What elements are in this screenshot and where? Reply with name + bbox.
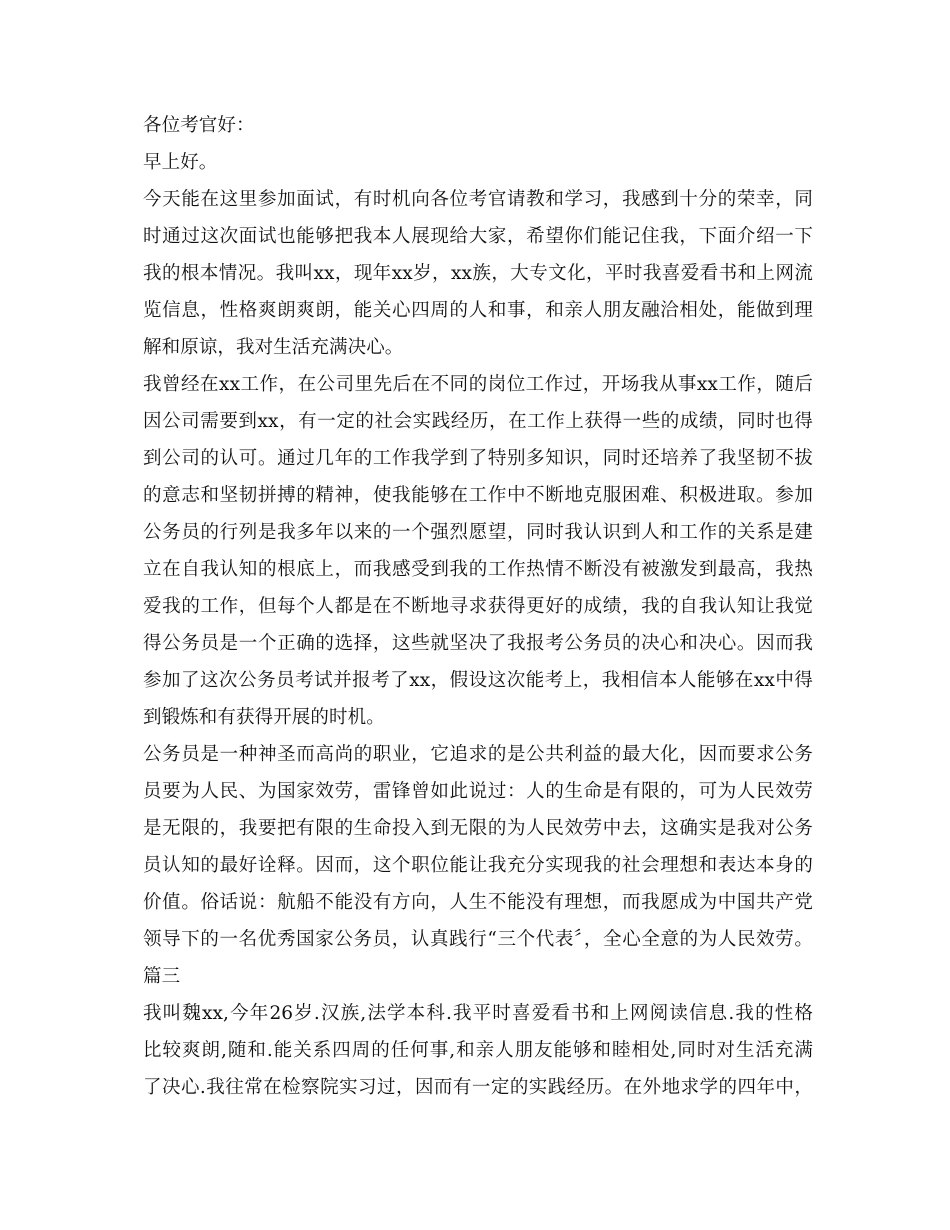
text-line: 到锻炼和有获得开展的时机。	[143, 707, 385, 728]
text-line: 解和原谅，我对生活充满决心。	[143, 337, 404, 358]
text-line: 价值。俗话说：航船不能没有方向，人生不能没有理想，而我愿成为中国共产党	[143, 892, 813, 913]
text-line: 公务员是一种神圣而高尚的职业，它追求的是公共利益的最大化，因而要求公务	[143, 744, 813, 765]
text-line: 员要为人民、为国家效劳，雷锋曾如此说过：人的生命是有限的，可为人民效劳	[143, 781, 813, 802]
text-line: 今天能在这里参加面试，有时机向各位考官请教和学习，我感到十分的荣幸，同	[143, 189, 813, 210]
text-line: 立在自我认知的根底上，而我感受到我的工作热情不断没有被激发到最高，我热	[143, 559, 813, 580]
text-line: 参加了这次公务员考试并报考了xx，假设这次能考上，我相信本人能够在xx中得	[143, 670, 813, 691]
text-line: 比较爽朗,随和.能关系四周的任何事,和亲人朋友能够和睦相处,同时对生活充满	[143, 1040, 813, 1061]
text-line: 员认知的最好诠释。因而，这个职位能让我充分实现我的社会理想和表达本身的	[143, 855, 813, 876]
text-line: 早上好。	[143, 152, 218, 173]
text-line: 因公司需要到xx，有一定的社会实践经历，在工作上获得一些的成绩，同时也得	[143, 411, 813, 432]
text-line: 公务员的行列是我多年以来的一个强烈愿望，同时我认识到人和工作的关系是建	[143, 522, 813, 543]
text-line: 我叫魏xx,今年26岁.汉族,法学本科.我平时喜爱看书和上网阅读信息.我的性格	[143, 1003, 813, 1024]
text-line: 的意志和坚韧拼搏的精神，使我能够在工作中不断地克服困难、积极进取。参加	[143, 485, 813, 506]
text-line: 我的根本情况。我叫xx，现年xx岁，xx族，大专文化，平时我喜爱看书和上网流	[143, 263, 813, 284]
text-line: 爱我的工作，但每个人都是在不断地寻求获得更好的成绩，我的自我认知让我觉	[143, 596, 813, 617]
text-line: 得公务员是一个正确的选择，这些就坚决了我报考公务员的决心和决心。因而我	[143, 633, 813, 654]
text-line: 览信息，性格爽朗爽朗，能关心四周的人和事，和亲人朋友融洽相处，能做到理	[143, 300, 813, 321]
text-line: 领导下的一名优秀国家公务员，认真践行“三个代表〞，全心全意的为人民效劳。	[143, 929, 813, 950]
text-line: 各位考官好：	[143, 115, 255, 136]
section-heading: 篇三	[143, 966, 181, 987]
text-line: 时通过这次面试也能够把我本人展现给大家，希望你们能记住我，下面介绍一下	[143, 226, 813, 247]
text-line: 了决心.我往常在检察院实习过，因而有一定的实践经历。在外地求学的四年中，	[143, 1077, 813, 1098]
text-line: 是无限的，我要把有限的生命投入到无限的为人民效劳中去，这确实是我对公务	[143, 818, 813, 839]
text-line: 到公司的认可。通过几年的工作我学到了特别多知识，同时还培养了我坚韧不拔	[143, 448, 813, 469]
text-line: 我曾经在xx工作，在公司里先后在不同的岗位工作过，开场我从事xx工作，随后	[143, 374, 813, 395]
